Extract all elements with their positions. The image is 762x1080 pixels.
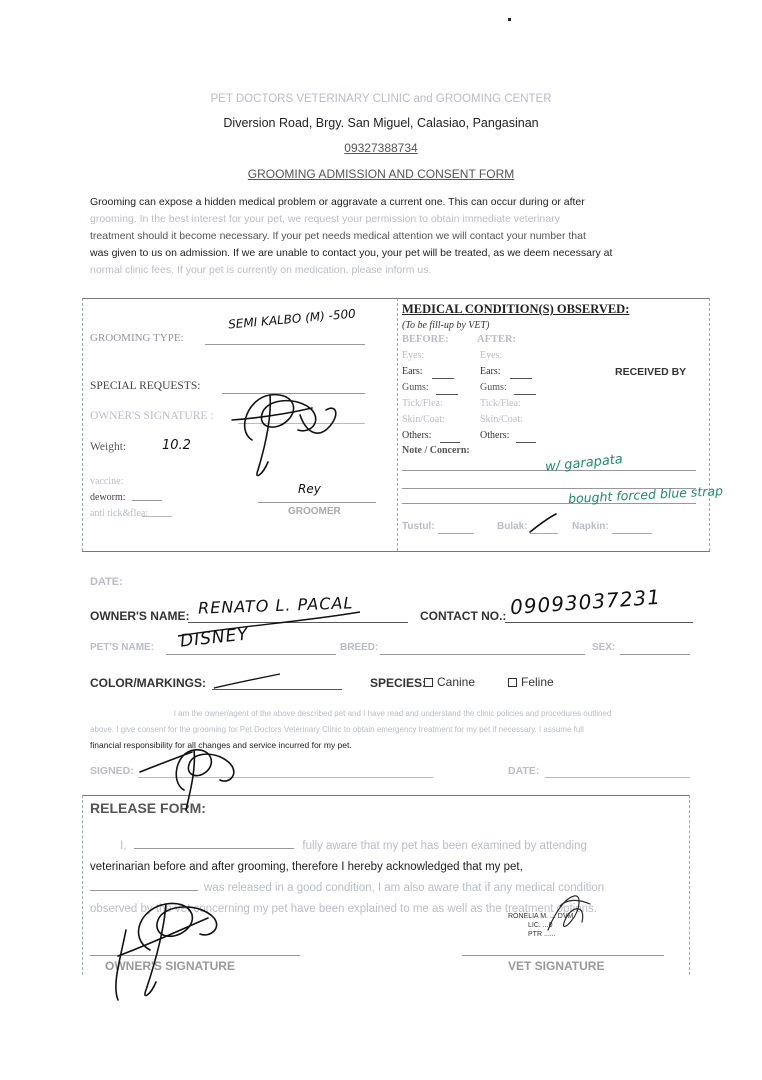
received-by: RECEIVED BY [615, 366, 687, 378]
grooming-type-value: SEMI KALBO (M) -500 [227, 306, 357, 332]
pet-name-label: PET'S NAME: [90, 642, 155, 653]
ears-before: Ears: [402, 366, 423, 377]
consent-line-2: above. I give consent for the grooming for Pet Doctors Veterinary Clinic to obtain emergency treatment for my pet if necessary. I assume full [90, 725, 584, 734]
consent-line-1: I am the owner/agent of the above described pet and I have read and understand the clinic policies and procedures outlined [173, 709, 612, 718]
owner-name-value: RENATO L. PACAL [197, 593, 354, 618]
others-after: Others: [480, 430, 510, 441]
breed-label: BREED: [340, 642, 379, 653]
tustul-label: Tustul: [402, 521, 435, 532]
grooming-type-label: GROOMING TYPE: [90, 332, 184, 344]
medical-subtitle: (To be fill-up by VET) [402, 320, 490, 331]
weight-label: Weight: [90, 441, 127, 453]
color-markings-stroke [214, 674, 280, 688]
deworm-label: deworm: [90, 492, 126, 503]
release-line-1: I, fully aware that my pet has been examined by attending [90, 836, 686, 857]
tick-mark [530, 514, 556, 532]
vet-stamp-ptr: PTR ...... [528, 931, 556, 938]
intro-line-3: treatment should it become necessary. If your pet needs medical attention we will contact your number that [90, 230, 586, 242]
color-markings-label: COLOR/MARKINGS: [90, 676, 206, 690]
gums-before: Gums: [402, 382, 429, 393]
intro-line-2: grooming. In the best interest for your pet, we request your permission to obtain immediate veterinary [90, 213, 560, 225]
anti-tick-label: anti tick&flea: [90, 508, 149, 519]
groomer-label: GROOMER [288, 506, 341, 517]
date2-label: DATE: [508, 765, 540, 777]
note-line-1: w/ garapata [544, 451, 624, 476]
clinic-address: Diversion Road, Brgy. San Miguel, Calasiao, Pangasinan [223, 116, 539, 130]
sex-label: SEX: [592, 642, 616, 653]
signed-label: SIGNED: [90, 765, 134, 777]
groomer-name: Rey [298, 482, 321, 496]
clinic-name: PET DOCTORS VETERINARY CLINIC and GROOMING CENTER [210, 93, 552, 105]
contact-label: CONTACT NO.: [420, 609, 507, 623]
skin-before: Skin/Coat: [402, 414, 445, 425]
intro-line-4: was given to us on admission. If we are unable to contact you, your pet will be treated, as we deem necessary at [90, 247, 613, 259]
vet-stamp-name: RONELIA M. ... DVM [508, 913, 574, 920]
before-label: BEFORE: [402, 334, 449, 345]
canine-text: Canine [437, 675, 476, 689]
signed-signature-scribble [140, 750, 234, 810]
eyes-before: Eyes: [402, 350, 425, 361]
ears-after: Ears: [480, 366, 501, 377]
after-label: AFTER: [477, 334, 517, 345]
owner-sig-label: OWNER'S SIGNATURE [105, 959, 235, 973]
feline-text: Feline [521, 675, 554, 689]
pet-name-value: DISNEY [179, 624, 250, 652]
intro-line-1: Grooming can expose a hidden medical problem or aggravate a current one. This can occur during or after [90, 196, 585, 208]
owner-name-label: OWNER'S NAME: [90, 609, 190, 623]
vet-sig-label: VET SIGNATURE [508, 959, 605, 973]
note-label: Note / Concern: [402, 445, 470, 456]
date-label: DATE: [90, 576, 123, 588]
gums-after: Gums: [480, 382, 507, 393]
note-line-2: bought forced blue strap [567, 483, 724, 507]
owner-name-underline [178, 612, 360, 636]
release-line-4: observed by the vet concerning my pet have been explained to me as well as the treatment options. [90, 903, 597, 915]
consent-line-3: financial responsibility for all changes and service incurred for my pet. [90, 740, 352, 750]
weight-value: 10.2 [162, 438, 191, 453]
release-title: RELEASE FORM: [90, 800, 206, 816]
vet-signature-scribble [548, 896, 590, 930]
tick-after: Tick/Flea: [480, 398, 521, 409]
clinic-phone: 09327388734 [344, 141, 418, 155]
vet-stamp-lic: LIC. ...0 [528, 922, 553, 929]
release-owner-signature-scribble [116, 903, 217, 1000]
medical-title: MEDICAL CONDITION(S) OBSERVED: [402, 302, 630, 316]
release-line-3: was released in a good condition, I am also aware that if any medical condition [90, 878, 686, 899]
bulak-label: Bulak: [497, 521, 528, 532]
contact-value: 09093037231 [509, 584, 662, 620]
species-label: SPECIES: [370, 676, 427, 690]
special-requests-label: SPECIAL REQUESTS: [90, 380, 201, 392]
skin-after: Skin/Coat: [480, 414, 523, 425]
eyes-after: Eyes: [480, 350, 503, 361]
vaccine-label: vaccine: [90, 476, 124, 487]
tick-before: Tick/Flea: [402, 398, 443, 409]
others-before: Others: [402, 430, 432, 441]
intro-line-5: normal clinic fees. If your pet is currently on medication, please inform us. [90, 264, 432, 276]
owner-signature-label: OWNER'S SIGNATURE : [90, 410, 214, 422]
release-line-2: veterinarian before and after grooming, therefore I hereby acknowledged that my pet, [90, 861, 523, 873]
form-title: GROOMING ADMISSION AND CONSENT FORM [247, 167, 515, 181]
owner-signature-scribble [232, 395, 336, 476]
scan-mark [508, 18, 511, 21]
napkin-label: Napkin: [572, 521, 609, 532]
